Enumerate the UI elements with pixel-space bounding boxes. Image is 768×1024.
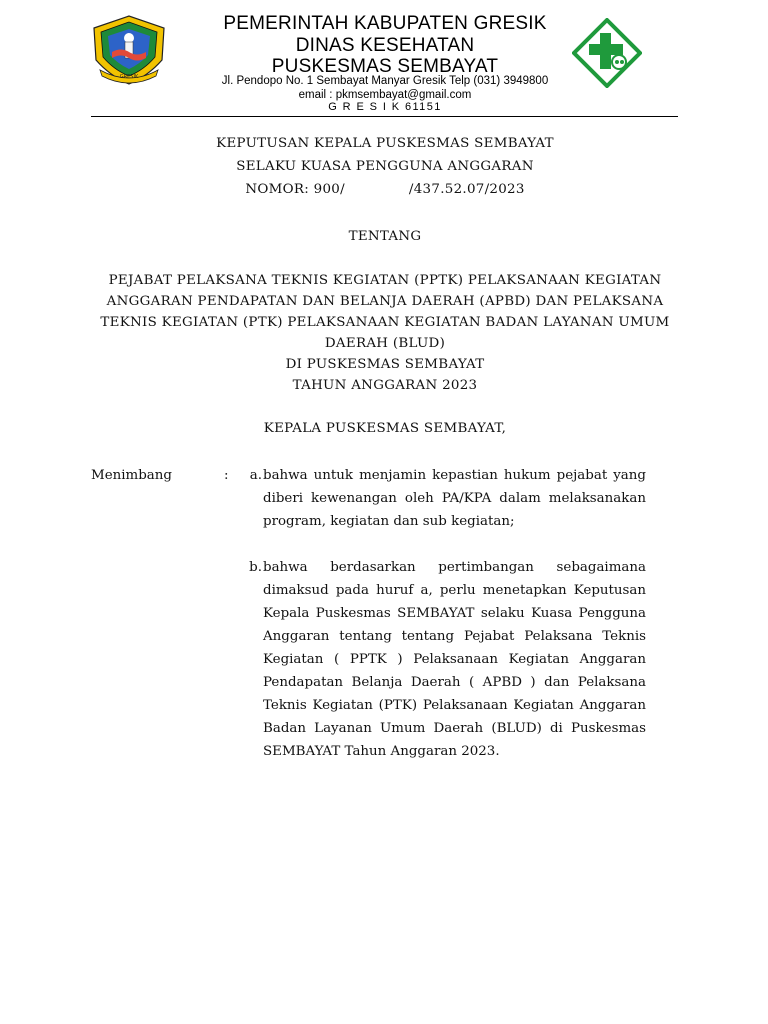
letterhead-email: email : pkmsembayat@gmail.com [298, 89, 472, 101]
menimbang-colon: : [224, 468, 229, 483]
consideration-letter: b. [249, 560, 262, 575]
tentang-heading: TENTANG [348, 229, 422, 244]
subject-line: PEJABAT PELAKSANA TEKNIS KEGIATAN (PPTK) PELAKSANAAN KEGIATAN [108, 273, 662, 288]
consideration-letter: a. [249, 468, 262, 483]
emblem-label: GRESIK [119, 74, 139, 80]
consideration-text: bahwa untuk menjamin kepastian hukum pejabat yang diberi kewenangan oleh PA/KPA dalam melaksanakan program, kegiatan dan sub kegiatan; [263, 468, 646, 529]
letterhead-city: G R E S I K 61151 [328, 101, 442, 113]
menimbang-label: Menimbang [91, 468, 172, 483]
subject-line: ANGGARAN PENDAPATAN DAN BELANJA DAERAH (APBD) DAN PELAKSANA [106, 294, 664, 309]
decree-subtitle: SELAKU KUASA PENGGUNA ANGGARAN [236, 159, 534, 174]
consideration-item [240, 556, 646, 763]
letterhead-government: PEMERINTAH KABUPATEN GRESIK [223, 13, 547, 34]
decree-number-prefix: NOMOR: 900/ [245, 182, 345, 197]
consideration-text: bahwa berdasarkan pertimbangan sebagaimana dimaksud pada huruf a, perlu menetapkan Keputusan Kepala Puskesmas SEMBAYAT selaku Kuasa Pengguna Anggaran tentang tentang Pejabat Pelaksana Teknis Kegiatan ( PPTK ) Pelaksanaan Kegiatan Anggaran Pendapatan Belanja Daerah ( APBD ) dan Pelaksana Teknis Kegiatan (PTK) Pelaksanaan Kegiatan Anggaran Badan Layanan Umum Daerah (BLUD) di Puskesmas SEMBAYAT Tahun Anggaran 2023. [263, 560, 646, 759]
subject-line: TAHUN ANGGARAN 2023 [292, 378, 478, 393]
subject-line: TEKNIS KEGIATAN (PTK) PELAKSANAAN KEGIATAN BADAN LAYANAN UMUM [100, 315, 670, 330]
decree-subject [90, 270, 680, 396]
letterhead-department: DINAS KESEHATAN [295, 35, 475, 56]
letterhead-institution: PUSKESMAS SEMBAYAT [271, 56, 499, 77]
issuer-heading: KEPALA PUSKESMAS SEMBAYAT, [263, 421, 507, 436]
gresik-emblem-logo [88, 14, 170, 86]
decree-number-suffix: /437.52.07/2023 [408, 182, 525, 197]
decree-number [90, 179, 680, 200]
subject-line: DI PUSKESMAS SEMBAYAT [285, 357, 485, 372]
letterhead-address: Jl. Pendopo No. 1 Sembayat Manyar Gresik Telp (031) 3949800 [221, 75, 549, 87]
subject-line: DAERAH (BLUD) [324, 336, 446, 351]
letterhead-divider [91, 116, 678, 117]
consideration-item [240, 464, 646, 533]
decree-title: KEPUTUSAN KEPALA PUSKESMAS SEMBAYAT [216, 136, 554, 151]
